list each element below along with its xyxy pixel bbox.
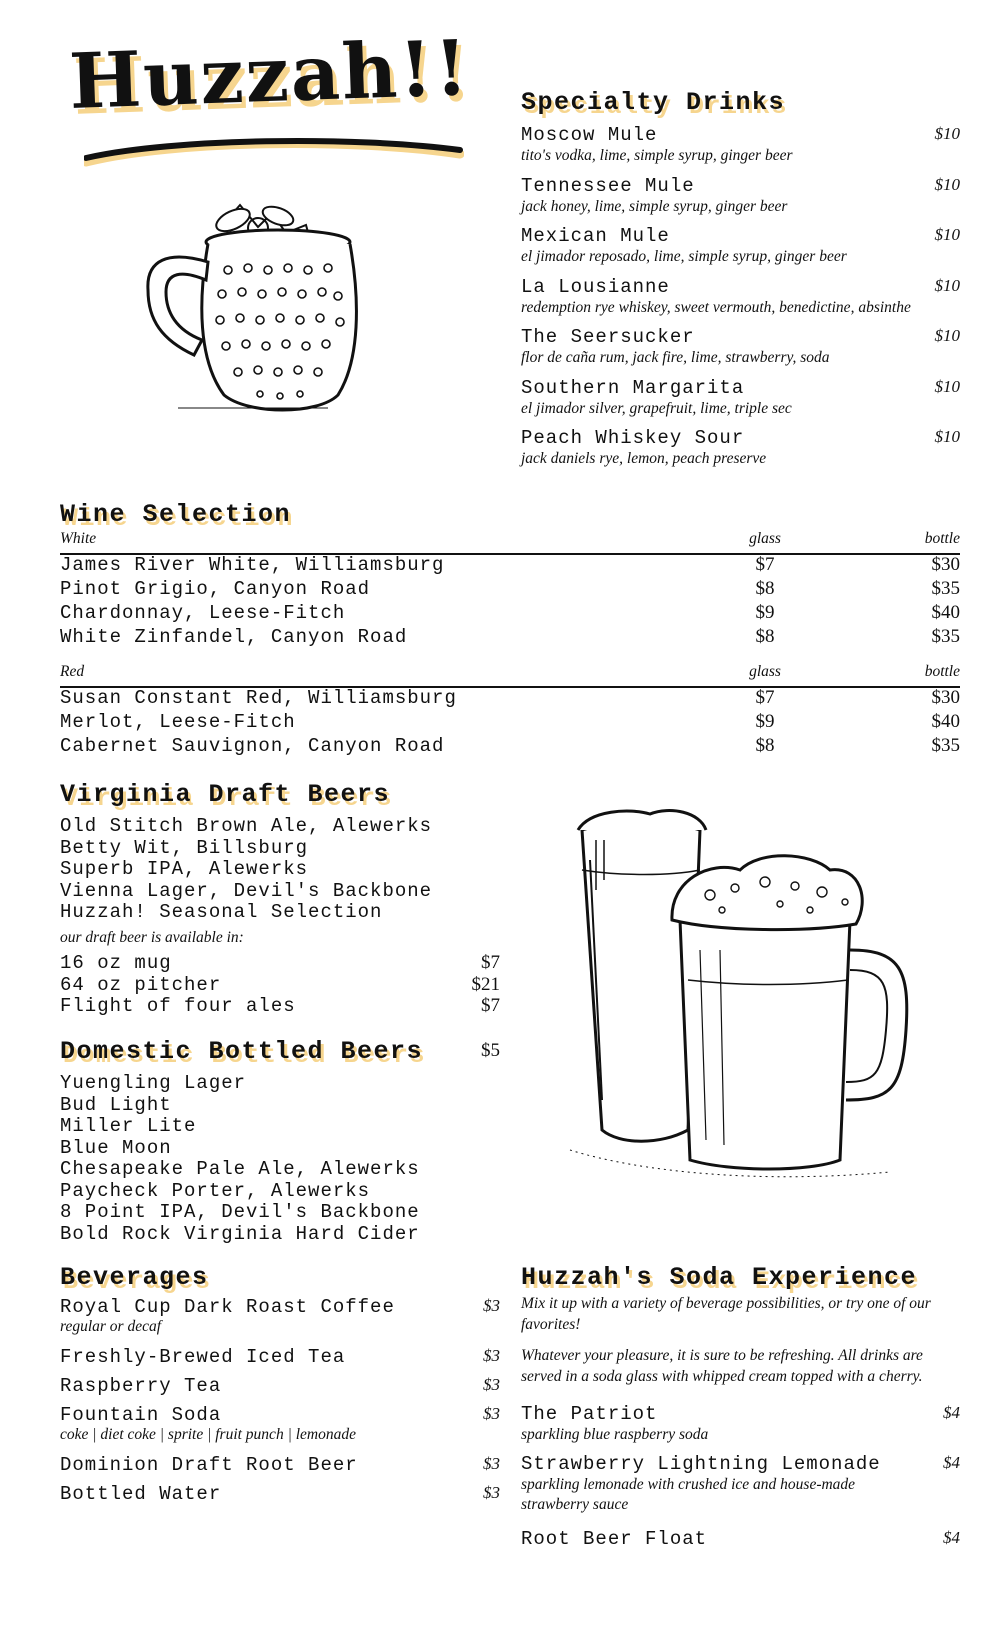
specialty-item-name: Tennessee Mule xyxy=(521,174,695,197)
soda-title: Huzzah's Soda Experience xyxy=(521,1263,918,1292)
specialty-title: Specialty Drinks xyxy=(521,88,786,117)
bottled-item: Bud Light xyxy=(60,1093,172,1116)
wine-item-glass: $9 xyxy=(755,602,775,623)
wine-item-glass: $8 xyxy=(755,626,775,647)
specialty-item-price: $10 xyxy=(934,427,960,446)
draft-item: Huzzah! Seasonal Selection xyxy=(60,901,383,923)
bottled-title: Domestic Bottled Beers xyxy=(60,1037,424,1066)
specialty-item-desc: jack daniels rye, lemon, peach preserve xyxy=(521,450,767,467)
wine-item-bottle: $35 xyxy=(931,578,960,599)
wine-item-bottle: $35 xyxy=(931,626,960,647)
draft-size-price: $21 xyxy=(471,973,500,995)
wine-white-label: White xyxy=(60,530,97,547)
draft-item: Vienna Lager, Devil's Backbone xyxy=(60,879,433,902)
specialty-item-name: La Lousianne xyxy=(521,275,670,298)
draft-size-name: Flight of four ales xyxy=(60,995,296,1017)
bottled-item: Paycheck Porter, Alewerks xyxy=(60,1179,371,1202)
bottled-item: Blue Moon xyxy=(60,1136,172,1159)
wine-item-bottle: $40 xyxy=(931,711,960,732)
beverages-title: Beverages xyxy=(60,1263,209,1292)
beverage-item-price: $3 xyxy=(483,1483,500,1502)
wine-item-glass: $8 xyxy=(755,578,775,599)
draft-item: Betty Wit, Billsburg xyxy=(60,836,309,859)
wine-item-name: Susan Constant Red, Williamsburg xyxy=(60,687,457,709)
wine-item-bottle: $40 xyxy=(931,602,960,623)
logo-text: Huzzah!! xyxy=(67,23,472,126)
wine-item-name: Merlot, Leese-Fitch xyxy=(60,711,296,733)
beverage-item-name: Fountain Soda xyxy=(60,1404,222,1426)
specialty-item-desc: flor de caña rum, jack fire, lime, strawberry, soda xyxy=(521,349,830,366)
bottled-item: 8 Point IPA, Devil's Backbone xyxy=(60,1201,420,1223)
wine-item-glass: $9 xyxy=(755,711,775,732)
draft-title: Virginia Draft Beers xyxy=(60,780,391,809)
wine-item-name: Pinot Grigio, Canyon Road xyxy=(60,578,371,600)
specialty-item-name: Moscow Mule xyxy=(521,124,658,146)
bottled-item: Chesapeake Pale Ale, Alewerks xyxy=(60,1158,420,1180)
beverage-item-name: Raspberry Tea xyxy=(60,1375,222,1397)
draft-item: Superb IPA, Alewerks xyxy=(60,858,309,880)
specialty-item-desc: tito's vodka, lime, simple syrup, ginger beer xyxy=(521,147,793,164)
draft-size-name: 64 oz pitcher xyxy=(60,973,222,996)
draft-size-price: $7 xyxy=(481,995,500,1016)
soda-item-price: $4 xyxy=(943,1403,960,1422)
logo-underline xyxy=(84,136,464,176)
bottled-price: $5 xyxy=(481,1040,500,1061)
bottled-item: Bold Rock Virginia Hard Cider xyxy=(60,1222,420,1245)
specialty-item-desc: redemption rye whiskey, sweet vermouth, benedictine, absinthe xyxy=(521,298,911,316)
specialty-item-name: Southern Margarita xyxy=(521,376,745,399)
beverage-item-name: Dominion Draft Root Beer xyxy=(60,1454,358,1476)
wine-item-bottle: $30 xyxy=(931,554,960,575)
soda-item-price: $4 xyxy=(943,1453,960,1472)
soda-intro-1: Mix it up with a variety of beverage possibilities, or try one of our favorites! xyxy=(521,1295,931,1333)
draft-size-price: $7 xyxy=(481,952,500,973)
wine-item-glass: $7 xyxy=(755,687,775,708)
beverage-item-name: Royal Cup Dark Roast Coffee xyxy=(60,1296,395,1318)
specialty-item-price: $10 xyxy=(934,376,960,396)
specialty-item-price: $10 xyxy=(934,124,960,143)
bottled-item: Yuengling Lager xyxy=(60,1072,247,1094)
beverage-item-desc: coke | diet coke | sprite | fruit punch | lemonade xyxy=(60,1426,356,1443)
wine-item-name: White Zinfandel, Canyon Road xyxy=(60,626,408,648)
wine-red-bottle-label: bottle xyxy=(924,663,960,680)
beverage-item-desc: regular or decaf xyxy=(60,1318,162,1335)
soda-item-name: The Patriot xyxy=(521,1403,658,1425)
beer-glasses-illustration xyxy=(560,800,920,1190)
wine-item-name: James River White, Williamsburg xyxy=(60,554,445,576)
wine-title: Wine Selection xyxy=(60,500,292,529)
specialty-item-price: $10 xyxy=(934,174,960,194)
beverage-item-price: $3 xyxy=(483,1404,500,1423)
beverage-item-name: Freshly-Brewed Iced Tea xyxy=(60,1346,346,1368)
wine-red-glass-label: glass xyxy=(749,663,781,680)
beverage-item-price: $3 xyxy=(483,1346,500,1365)
draft-note: our draft beer is available in: xyxy=(60,929,244,946)
soda-intro-2: Whatever your pleasure, it is sure to be refreshing. All drinks are served in a soda glass with whipped cream topped with a cherry. xyxy=(521,1347,923,1385)
wine-item-glass: $8 xyxy=(755,735,775,756)
wine-item-glass: $7 xyxy=(755,554,775,575)
beverage-item-price: $3 xyxy=(483,1375,500,1394)
soda-item-price: $4 xyxy=(943,1528,960,1547)
wine-item-bottle: $30 xyxy=(931,687,960,708)
wine-item-name: Chardonnay, Leese-Fitch xyxy=(60,602,346,624)
soda-item-desc: sparkling lemonade with crushed ice and house-made strawberry sauce xyxy=(521,1476,856,1513)
specialty-item-price: $10 xyxy=(934,225,960,244)
wine-white-glass-label: glass xyxy=(749,530,781,547)
specialty-item-desc: el jimador reposado, lime, simple syrup, ginger beer xyxy=(521,248,847,265)
bottled-item: Miller Lite xyxy=(60,1115,197,1137)
wine-red-label: Red xyxy=(60,663,85,680)
beverage-item-name: Bottled Water xyxy=(60,1483,222,1505)
beverage-item-price: $3 xyxy=(483,1296,500,1315)
mug-illustration xyxy=(138,190,368,420)
logo xyxy=(67,23,488,174)
specialty-item-name: The Seersucker xyxy=(521,326,695,348)
specialty-item-desc: el jimador silver, grapefruit, lime, triple sec xyxy=(521,399,792,417)
wine-item-bottle: $35 xyxy=(931,735,960,756)
specialty-item-desc: jack honey, lime, simple syrup, ginger beer xyxy=(521,197,788,215)
specialty-item-name: Mexican Mule xyxy=(521,225,670,247)
draft-item: Old Stitch Brown Ale, Alewerks xyxy=(60,815,433,837)
soda-item-desc: sparkling blue raspberry soda xyxy=(521,1426,709,1443)
specialty-item-price: $10 xyxy=(934,275,960,295)
specialty-item-price: $10 xyxy=(934,326,960,345)
specialty-item-name: Peach Whiskey Sour xyxy=(521,427,745,449)
soda-item-name: Root Beer Float xyxy=(521,1528,708,1550)
wine-item-name: Cabernet Sauvignon, Canyon Road xyxy=(60,735,445,757)
beverage-item-price: $3 xyxy=(483,1454,500,1473)
soda-item-name: Strawberry Lightning Lemonade xyxy=(521,1453,881,1475)
draft-size-name: 16 oz mug xyxy=(60,952,172,974)
wine-white-bottle-label: bottle xyxy=(924,530,960,547)
